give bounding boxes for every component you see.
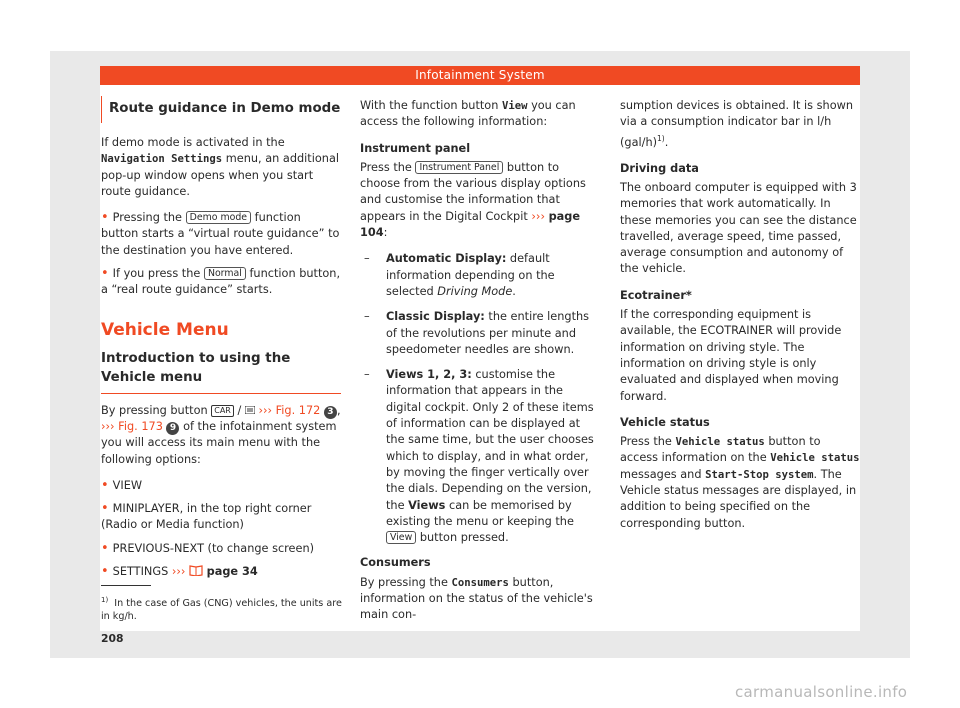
driving-data-heading: Driving data [620,161,699,175]
consumers-text: By pressing the Consumers button, information on the status of the vehicle's main con- [360,575,593,622]
list-item: – Classic Display: the entire lengths of the revolutions per minute and speedometer needles are shown. [364,310,590,356]
view-button-label: View [386,531,416,544]
ecotrainer-heading: Ecotrainer* [620,288,692,302]
list-item: • Pressing the Demo mode function button starts a “virtual route guidance” to the destination you have entered. [101,210,340,257]
list-item: • SETTINGS ››› page 34 [101,564,258,580]
arrow-ref-icon: ››› [531,209,545,223]
book-icon [189,564,203,576]
bullet-icon: • [101,564,109,580]
page-link[interactable]: page 104 [360,209,581,240]
menu-icon [245,406,255,414]
callout-number: 9 [166,422,179,435]
dash-icon: – [364,252,370,266]
view-intro: With the function button View you can access the following information: [360,99,576,129]
list-item: • MINIPLAYER, in the top right corner (Radio or Media function) [101,501,312,532]
intro-heading: Introduction to using the Vehicle menu [101,350,291,385]
arrow-ref-icon: ››› [171,565,186,579]
demo-mode-intro: If demo mode is activated in the Navigation Settings menu, an additional pop-up window opens when you start route guidance. [101,136,340,198]
figure-link[interactable]: Fig. 173 [118,419,163,433]
driving-data-text: The onboard computer is equipped with 3 memories that work automatically. In these memories you can see the distance travelled, average speed, time passed, average consumption and autonomy of the vehicle. [620,180,857,276]
list-item: – Views 1, 2, 3: customise the information that appears in the digital cockpit. Only 2 of these items of information can be displayed at the same time, but the user chooses which to display, and in what order, by moving the finger vertically over the dials. Depending on the version, the Views can be memorised by existing the menu or keeping the View button pressed. [364,368,594,545]
bullet-icon: • [101,501,109,517]
vehicle-status-text: Press the Vehicle status button to access information on the Vehicle status messages and Start-Stop system. The Vehicle status messages are displayed, in addition to being specified on the corresponding button. [620,435,860,530]
callout-number: 3 [324,406,337,419]
page-number: 208 [101,632,124,645]
list-item: • VIEW [101,477,143,493]
list-item: – Automatic Display: default information depending on the selected Driving Mode. [364,252,555,298]
column-right [620,98,860,542]
vehicle-menu-intro: By pressing button CAR / ››› Fig. 172 3 , ››› Fig. 173 9 of the infotainment system you will access its main menu with the following options: [101,403,341,466]
list-item: • If you press the Normal function button, a “real route guidance” starts. [101,266,341,297]
bullet-icon: • [101,266,109,282]
bullet-icon: • [101,210,109,226]
footnote-divider [101,585,151,586]
heading-divider [101,393,341,394]
watermark: carmanualsonline.info [735,683,908,701]
bullet-icon: • [101,477,109,493]
normal-button-label: Normal [204,267,246,280]
instrument-panel-text: Press the Instrument Panel button to choose from the various display options and customise the information that appears in the Digital Cockpit ››› page 104: [360,160,586,240]
navigation-settings-label: Navigation Settings [101,153,223,166]
figure-link[interactable]: Fig. 172 [275,403,321,417]
view-button-label: View [501,100,528,112]
dash-icon: – [364,310,370,324]
vehicle-menu-heading: Vehicle Menu [101,319,229,340]
page-link[interactable]: page 34 [206,565,258,579]
dash-icon: – [364,368,370,382]
instrument-panel-heading: Instrument panel [360,141,471,155]
footnote: $^{1)}$ In the case of Gas (CNG) vehicles, the units are in kg/h. [101,596,342,623]
consumers-text-continued: sumption devices is obtained. It is shown via a consumption indicator bar in l/h $(gal/h)^{1)}$. [620,99,854,149]
consumers-heading: Consumers [360,556,431,570]
ecotrainer-text: If the corresponding equipment is available, the ECOTRAINER will provide information on driving style. The information on driving style is only evaluated and displayed when moving forward. [620,308,842,403]
arrow-ref-icon: ››› [101,419,115,433]
consumers-button-label: Consumers [451,576,509,589]
arrow-ref-icon: ››› [258,403,273,417]
footnote-marker: 1) [657,133,665,143]
bullet-icon: • [101,540,109,556]
demo-mode-button-label: Demo mode [186,211,251,224]
chapter-header: Infotainment System [100,66,860,85]
vehicle-status-heading: Vehicle status [620,415,710,429]
column-left [101,96,341,587]
instrument-panel-button-label: Instrument Panel [415,161,503,174]
section-title: Route guidance in Demo mode [101,96,341,123]
list-item: • PREVIOUS-NEXT (to change screen) [101,540,315,556]
car-button-icon: CAR [211,405,234,417]
column-middle [360,98,601,634]
